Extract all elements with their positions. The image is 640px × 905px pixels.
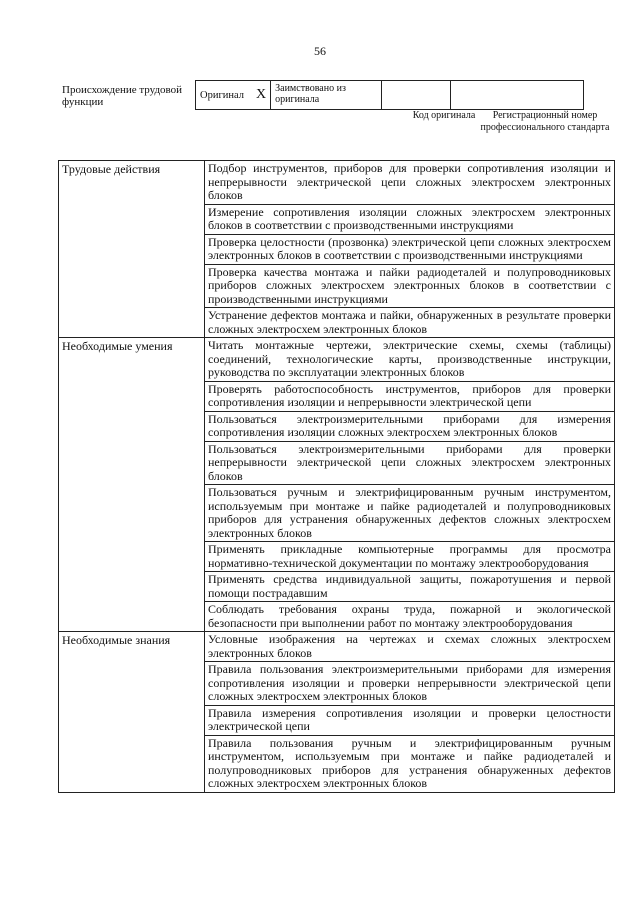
reg-number-cell bbox=[451, 81, 584, 110]
table-row bbox=[59, 632, 615, 662]
original-label: Оригинал bbox=[200, 90, 244, 101]
list-item: Правила измерения сопротивления изоляции и проверки целостности электрической цепи bbox=[205, 705, 615, 735]
code-original-label: Код оригинала bbox=[412, 110, 476, 121]
original-mark: X bbox=[256, 87, 267, 102]
list-item: Измерение сопротивления изоляции сложных электросхем электронных блоков в соответствии с производственными инструкциями bbox=[205, 204, 615, 234]
page-number: 56 bbox=[314, 44, 326, 58]
origin-label: Происхождение трудовой функции bbox=[62, 84, 183, 108]
registration-number-label: Регистрационный номер профессионального стандарта bbox=[480, 110, 610, 133]
list-item: Устранение дефектов монтажа и пайки, обнаруженных в результате проверки сложных электросхем электронных блоков bbox=[205, 308, 615, 338]
section-title: Трудовые действия bbox=[59, 161, 205, 338]
labor-function-table bbox=[58, 160, 615, 793]
section-title: Необходимые умения bbox=[59, 338, 205, 632]
code-cell bbox=[382, 81, 451, 110]
list-item: Условные изображения на чертежах и схемах сложных электросхем электронных блоков bbox=[205, 632, 615, 662]
section-title: Необходимые знания bbox=[59, 632, 205, 793]
list-item: Пользоваться ручным и электрифицированным ручным инструментом, используемым при монтаже и пайке радиодеталей и полупроводниковых приборов для устранения обнаруженных дефектов сложных электросхем электронных блоков bbox=[205, 485, 615, 542]
origin-table bbox=[195, 80, 584, 110]
list-item: Пользоваться электроизмерительными приборами для проверки непрерывности электрической цепи сложных электросхем электронных блоков bbox=[205, 441, 615, 485]
list-item: Правила пользования электроизмерительными приборами для измерения сопротивления изоляции и проверки непрерывности электрической цепи сложных электросхем электронных блоков bbox=[205, 662, 615, 706]
list-item: Правила пользования ручным и электрифицированным ручным инструментом, используемым при монтаже и пайке радиодеталей и полупроводниковых приборов для устранения обнаруженных дефектов сложных электросхем электронных блоков bbox=[205, 735, 615, 792]
original-cell bbox=[196, 81, 271, 110]
list-item: Проверять работоспособность инструментов, приборов для проверки сопротивления изоляции и непрерывности электрической цепи bbox=[205, 381, 615, 411]
table-row bbox=[59, 161, 615, 205]
table-row bbox=[59, 338, 615, 382]
list-item: Пользоваться электроизмерительными приборами для измерения сопротивления изоляции сложных электросхем электронных блоков bbox=[205, 411, 615, 441]
borrowed-cell: Заимствовано из оригинала bbox=[271, 81, 382, 110]
list-item: Читать монтажные чертежи, электрические схемы, схемы (таблицы) соединений, технологические карты, производственные инструкции, руководства по эксплуатации электронных блоков bbox=[205, 338, 615, 382]
list-item: Проверка качества монтажа и пайки радиодеталей и полупроводниковых приборов сложных электросхем электронных блоков в соответствии с производственными инструкциями bbox=[205, 264, 615, 308]
list-item: Проверка целостности (прозвонка) электрической цепи сложных электросхем электронных блоков в соответствии с производственными инструкциями bbox=[205, 234, 615, 264]
list-item: Соблюдать требования охраны труда, пожарной и экологической безопасности при выполнении работ по монтажу электрооборудования bbox=[205, 602, 615, 632]
list-item: Применять средства индивидуальной защиты, пожаротушения и первой помощи пострадавшим bbox=[205, 572, 615, 602]
list-item: Применять прикладные компьютерные программы для просмотра нормативно-технической документации по монтажу электрооборудования bbox=[205, 542, 615, 572]
list-item: Подбор инструментов, приборов для проверки сопротивления изоляции и непрерывности электрической цепи сложных электросхем электронных блоков bbox=[205, 161, 615, 205]
